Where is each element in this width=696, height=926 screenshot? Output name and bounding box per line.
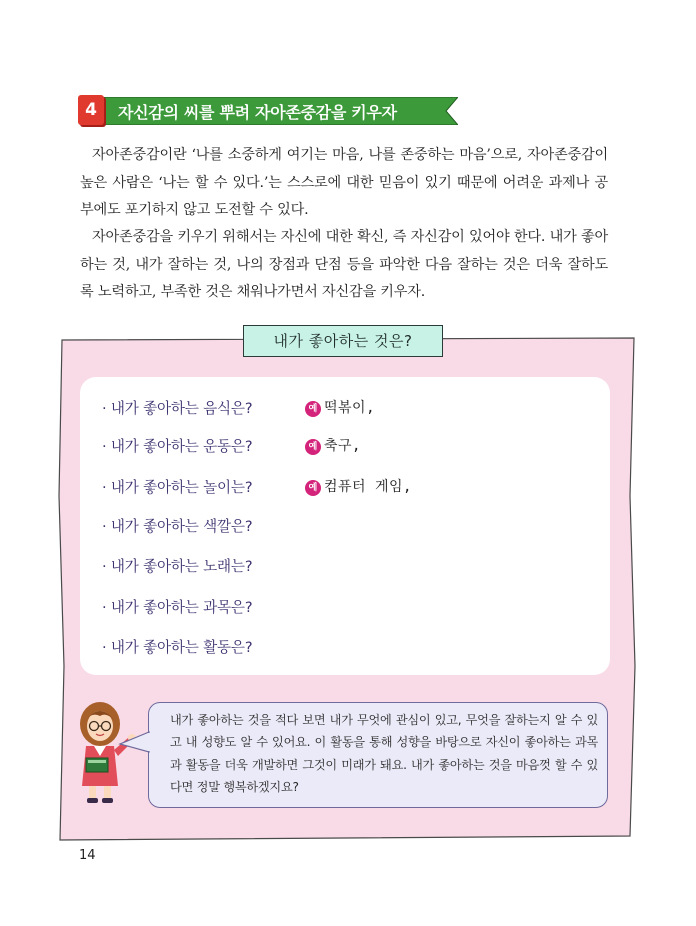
example-badge: 예 xyxy=(305,480,321,496)
answer-play[interactable] xyxy=(305,476,412,496)
question-play: · 내가 좋아하는 놀이는? xyxy=(102,479,253,496)
question-color: · 내가 좋아하는 색깔은? xyxy=(102,518,253,535)
question-activity: · 내가 좋아하는 활동은? xyxy=(102,639,253,656)
example-badge: 예 xyxy=(305,439,321,455)
example-text: 떡볶이, xyxy=(324,400,376,416)
example-text: 컴퓨터 게임, xyxy=(324,479,412,495)
question-food: · 내가 좋아하는 음식은? xyxy=(102,400,253,417)
paragraph-2: 자아존중감을 키우기 위해서는 자신에 대한 확신, 즉 자신감이 있어야 한다. 내가 좋아하는 것, 내가 잘하는 것, 나의 장점과 단점 등을 파악한 다음 잘하는 것은 더욱 잘하도록 노력하고, 부족한 것은 채워나가면서 자신감을 키우자. xyxy=(80,229,608,300)
answer-food[interactable] xyxy=(305,397,375,417)
section-number-badge: 4 xyxy=(78,95,104,125)
tip-text: 내가 좋아하는 것을 적다 보면 내가 무엇에 관심이 있고, 무엇을 잘하는지 알 수 있고 내 성향도 알 수 있어요. 이 활동을 통해 성향을 바탕으로 자신이 좋아하는 과목과 활동을 더욱 개발하면 그것이 미래가 돼요. 내가 좋아하는 것을 마음껏 할 수 있다면 정말 행복하겠지요? xyxy=(170,713,598,795)
worksheet-tag: 내가 좋아하는 것은? xyxy=(243,325,443,357)
paragraph-1: 자아존중감이란 ‘나를 소중하게 여기는 마음, 나를 존중하는 마음’으로, 자아존중감이 높은 사람은 ‘나는 할 수 있다.’는 스스로에 대한 믿음이 있기 때문에 어려운 과제나 공부에도 포기하지 않고 도전할 수 있다. xyxy=(80,147,608,218)
answer-sport[interactable] xyxy=(305,435,361,455)
question-sport: · 내가 좋아하는 운동은? xyxy=(102,438,253,455)
question-song: · 내가 좋아하는 노래는? xyxy=(102,558,253,575)
question-subject: · 내가 좋아하는 과목은? xyxy=(102,599,253,616)
example-text: 축구, xyxy=(324,438,361,454)
speech-bubble-tail xyxy=(118,730,152,756)
section-heading xyxy=(78,97,458,125)
page-number: 14 xyxy=(79,848,96,863)
section-title: 자신감의 씨를 뿌려 자아존중감을 키우자 xyxy=(118,103,397,122)
example-badge: 예 xyxy=(305,401,321,417)
